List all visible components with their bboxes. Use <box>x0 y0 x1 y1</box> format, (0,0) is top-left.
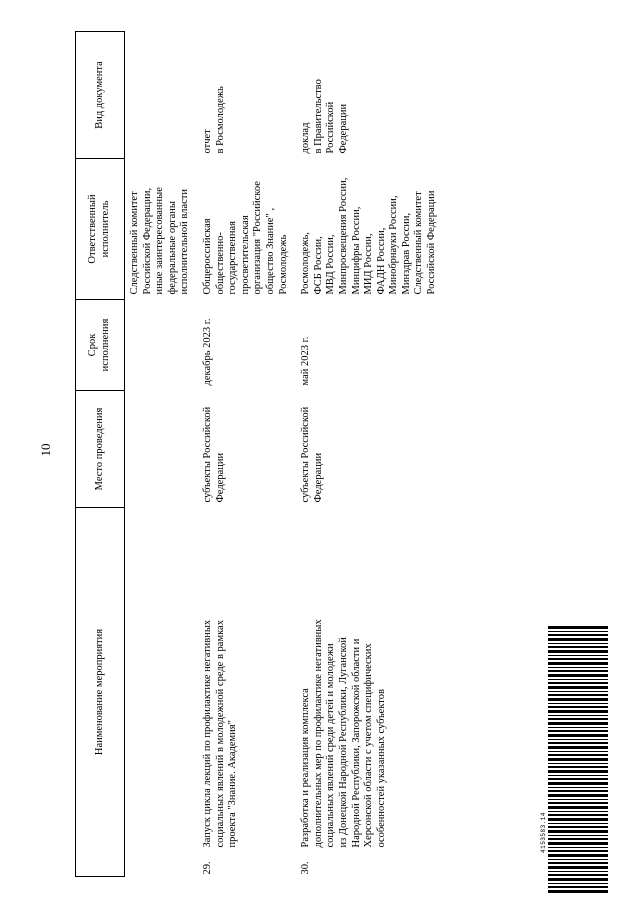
continuation-responsible: Следственный комитет Российской Федерации, иные заинтересованные федеральные органы исполнительной власти <box>129 187 191 295</box>
row-name: Разработка и реализация комплекса дополнительных мер по профилактике негативных социальных явлений среди детей и молодежи из Донецкой Народной Республики, Луганской Народной Республики, Запорожской области и Херсонской области с учетом специфических особенностей указанных субъектов <box>300 619 387 848</box>
row-number: 30. <box>300 861 312 875</box>
row-number: 29. <box>201 861 213 875</box>
page-number: 10 <box>38 443 53 457</box>
row-deadline: декабрь 2023 г. <box>201 318 213 386</box>
table-row-continuation <box>125 32 198 877</box>
header-responsible: Ответственный исполнитель <box>76 159 125 300</box>
barcode-image <box>548 623 608 893</box>
row-place: субъекты Российской Федерации <box>300 406 324 503</box>
header-deadline: Срок исполнения <box>76 300 125 391</box>
header-doc-type: Вид документа <box>76 32 125 159</box>
header-name: Наименование мероприятия <box>76 508 125 877</box>
row-place: субъекты Российской Федерации <box>201 406 226 503</box>
table-header-row <box>76 32 125 877</box>
row-responsible: Росмолодежь, ФСБ России, МВД России, Минпросвещения России, Минцифры России, МИД России, ФАДН России, Минобрнауки России, Минздрав России, Следственный комитет Российской Федерации <box>300 177 438 295</box>
table-row <box>296 32 445 877</box>
activities-table <box>75 31 445 877</box>
barcode-number: 4153583.14 <box>540 811 547 853</box>
row-deadline: май 2023 г. <box>300 336 312 386</box>
header-place: Место проведения <box>76 391 125 508</box>
table-row <box>198 32 296 877</box>
row-responsible: Общероссийская общественно- государственная просветительская организация "Российское общество Знание" , Росмолодежь <box>201 181 289 295</box>
row-doc-type: отчет в Росмолодежь <box>201 86 226 154</box>
row-doc-type: доклад в Правительство Российской Федерации <box>300 79 349 154</box>
row-name: Запуск цикла лекций по профилактике негативных социальных явлений в молодежной среде в рамках проекта "Знание. Академия" <box>201 619 239 848</box>
